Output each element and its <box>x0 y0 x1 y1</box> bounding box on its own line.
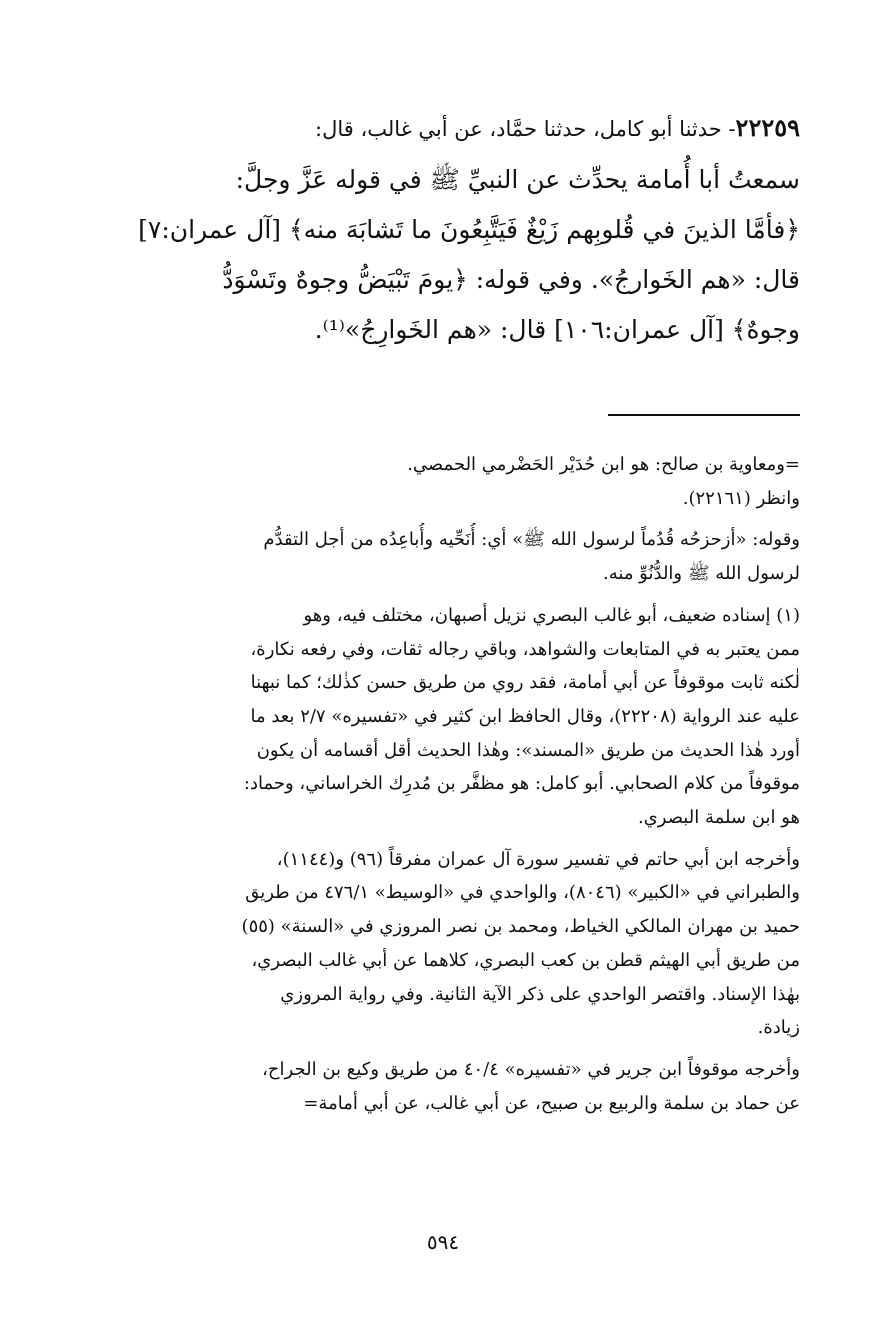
footnote-line: لرسول الله ﷺ والدُّنُوِّ منه. <box>603 563 800 585</box>
footnote-line: بهٰذا الإسناد. واقتصر الواحدي على ذكر الآية الثانية. وفي رواية المروزي <box>280 983 800 1005</box>
page-number: ٥٩٤ <box>426 1230 460 1254</box>
footnote-line: من طريق أبي الهيثم قطن بن كعب البصري، كلاهما عن أبي غالب البصري، <box>251 949 800 971</box>
hadith-line: وجوهٌ﴾ [آل عمران:١٠٦] قال: «هم الخَوارِجُ»⁽¹⁾. <box>314 315 800 344</box>
footnote-line: عليه عند الرواية (٢٢٢٠٨)، وقال الحافظ ابن كثير في «تفسيره» ٢/٧ بعد ما <box>250 705 800 727</box>
footnote-line: لٰكنه ثابت موقوفاً عن أبي أمامة، فقد روي من طريق حسن كذٰلك؛ كما نبهنا <box>250 672 800 694</box>
hadith-isnad: - حدثنا أبو كامل، حدثنا حمَّاد، عن أبي غالب، قال: <box>315 117 736 141</box>
footnote-line: عن حماد بن سلمة والربيع بن صبيح، عن أبي غالب، عن أبي أمامة= <box>303 1092 800 1114</box>
hadith-line: سمعتُ أبا أُمامة يحدِّث عن النبيِّ ﷺ في قوله عَزَّ وجلَّ: <box>235 165 800 194</box>
hadith-number: ٢٢٢٥٩ <box>735 113 800 142</box>
footnote-line: وأخرجه ابن أبي حاتم في تفسير سورة آل عمران مفرقاً (٩٦) و(١١٤٤)، <box>276 848 800 870</box>
footnote-line: حميد بن مهران المالكي الخياط، ومحمد بن نصر المروزي في «السنة» (٥٥) <box>241 916 800 938</box>
footnote-line: وقوله: «أزحزحُه قُدُماً لرسول الله ﷺ» أي: أُنَحِّيه وأُباعِدُه من أجل التقدُّم <box>263 529 800 551</box>
hadith-text <box>74 102 800 355</box>
footnote-line: أورد هٰذا الحديث من طريق «المسند»: وهٰذا الحديث أقل أقسامه أن يكون <box>256 739 800 761</box>
footnote-line: زيادة. <box>757 1017 800 1039</box>
footnote-separator <box>608 414 800 416</box>
footnotes <box>74 448 800 1120</box>
footnote-line: هو ابن سلمة البصري. <box>637 807 800 829</box>
footnote-line: موقوفاً من كلام الصحابي. أبو كامل: هو مظفَّر بن مُدرِك الخراساني، وحماد: <box>243 773 800 795</box>
footnote-line: وأخرجه موقوفاً ابن جرير في «تفسيره» ٤٠/٤ من طريق وكيع بن الجراح، <box>262 1058 800 1080</box>
hadith-line: ﴿فأمَّا الذينَ في قُلوبِهم زَيْغٌ فَيَتَّبِعُونَ ما تَشابَهَ منه﴾ [آل عمران:٧] <box>138 215 800 244</box>
footnote-line: وانظر (٢٢١٦١). <box>682 487 800 509</box>
footnote-line: (١) إسناده ضعيف، أبو غالب البصري نزيل أصبهان، مختلف فيه، وهو <box>303 604 800 626</box>
hadith-header-line <box>74 102 800 155</box>
footnote-line: ممن يعتبر به في المتابعات والشواهد، وباقي رجاله ثقات، وفي رفعه نكارة، <box>250 638 800 660</box>
footnote-line: والطبراني في «الكبير» (٨٠٤٦)، والواحدي في «الوسيط» ٤٧٦/١ من طريق <box>245 882 800 904</box>
hadith-line: قال: «هم الخَوارجُ». وفي قوله: ﴿يومَ تَبْيَضُّ وجوهٌ وتَسْوَدُّ <box>222 265 800 294</box>
footnote-line: =ومعاوية بن صالح: هو ابن حُدَيْر الحَضْرمي الحمصي. <box>407 454 800 475</box>
